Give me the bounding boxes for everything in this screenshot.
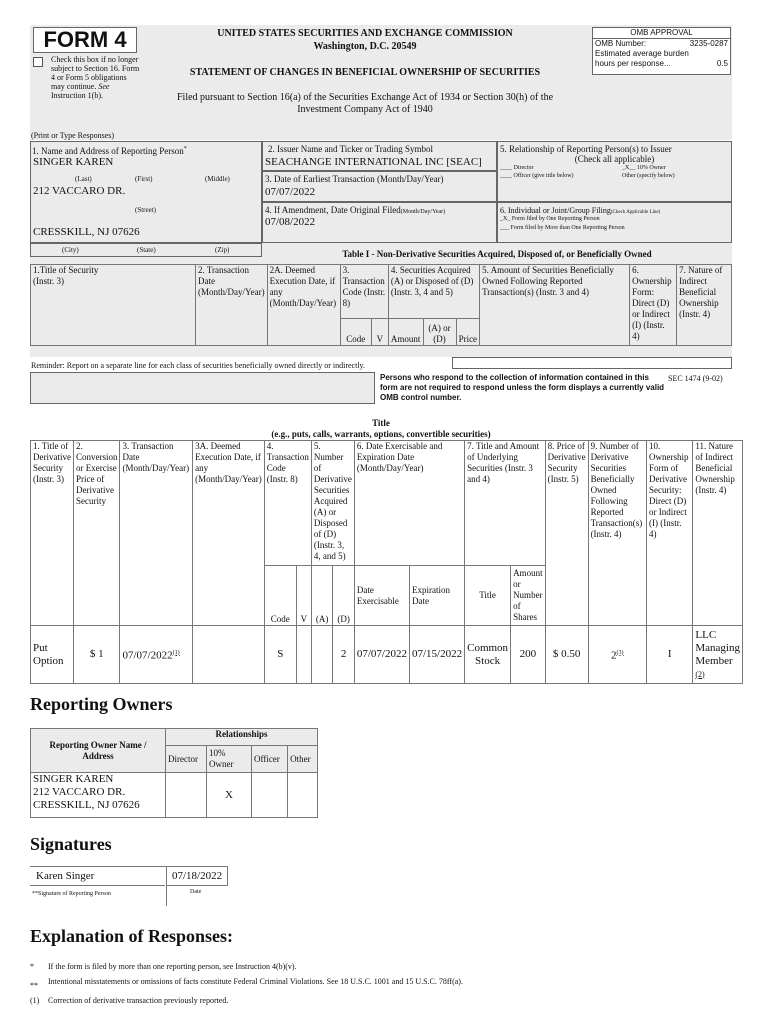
ro-other-cell	[288, 773, 318, 818]
row-owned	[588, 626, 646, 684]
row-underlying: Common Stock	[465, 626, 511, 684]
table1-header-row	[31, 265, 732, 319]
city-value: CRESSKILL, NJ 07626	[33, 226, 140, 238]
signature-date: 07/18/2022	[172, 870, 223, 882]
filing-more: ___ Form filed by More than One Reporting Person	[500, 225, 625, 231]
explanation-text: Intentional misstatements or omissions of facts constitute Federal Criminal Violations. See 18 U.S.C. 1001 and 15 U.S.C. 78ff(a).	[48, 977, 463, 986]
filed-pursuant-line1: Filed pursuant to Section 16(a) of the Securities Exchange Act of 1934 or Section 30(h) of the	[176, 92, 554, 103]
persons-notice: Persons who respond to the collection of information contained in this form are not required to respond unless the form displays a currently valid OMB control number.	[380, 373, 665, 402]
row-nature-value: LLC Managing Member	[695, 628, 740, 667]
signature-person-label: **Signature of Reporting Person	[32, 891, 111, 897]
table2-date-ex: Date Exercisable	[354, 566, 409, 626]
row-v	[296, 626, 311, 684]
box1-label-star: *	[183, 146, 187, 152]
explanation-list	[30, 962, 530, 1005]
row-price: $ 1	[73, 626, 120, 684]
table1	[30, 264, 732, 346]
signatures-heading: Signatures	[30, 834, 112, 854]
row-a	[311, 626, 332, 684]
checkbox-text: Check this box if no longer subject to Section 16. Form 4 or Form 5 obligations may continue.	[51, 55, 140, 91]
filed-pursuant-line2: Investment Company Act of 1940	[297, 104, 433, 115]
form-title: FORM 4	[33, 27, 137, 53]
row-nature-footnote[interactable]: (2)	[695, 669, 705, 679]
table1-aord: (A) or (D)	[423, 318, 456, 345]
ro-name: SINGER KAREN	[33, 773, 114, 785]
amendment-label-small: (Month/Day/Year)	[400, 209, 446, 215]
table2-v: V	[296, 566, 311, 626]
explanation-item	[30, 962, 530, 971]
explanation-heading: Explanation of Responses:	[30, 926, 234, 946]
checkbox-label	[51, 55, 141, 100]
agency-line2: Washington, D.C. 20549	[313, 41, 417, 52]
print-type: (Print or Type Responses)	[31, 131, 115, 140]
table1-c1: 1.Title of Security	[33, 265, 99, 275]
row-deriv-price: $ 0.50	[545, 626, 588, 684]
ro-director-cell	[166, 773, 207, 818]
table1-col-date: 2. Transaction Date (Month/Day/Year)	[196, 265, 268, 346]
street-label: (Street)	[135, 206, 156, 214]
omb-number-label: OMB Number:	[595, 39, 647, 48]
issuer-value: SEACHANGE INTERNATIONAL INC [SEAC]	[265, 156, 482, 168]
row-date	[120, 626, 193, 684]
earliest-transaction-label: 3. Date of Earliest Transaction (Month/Day/Year)	[265, 174, 444, 184]
first-label: (First)	[135, 175, 153, 183]
table2-col1: 1. Title of Derivative Security (Instr. 3)	[31, 441, 74, 626]
checkbox[interactable]	[33, 57, 43, 67]
relationship-other: Other (specify below)	[622, 173, 675, 179]
row-owned-footnote[interactable]: (3)	[616, 649, 624, 656]
table2-col3: 3. Transaction Date (Month/Day/Year)	[120, 441, 193, 626]
reminder-box-left	[30, 372, 375, 404]
reminder-text: Reminder: Report on a separate line for each class of securities beneficially owned directly or indirectly.	[31, 361, 366, 370]
table1-col-code: 3. Transaction Code (Instr. 8)	[340, 265, 388, 319]
city-label: (City)	[62, 246, 79, 254]
signature-date-line	[166, 885, 228, 886]
table1-v: V	[371, 318, 388, 345]
table2-header-row	[31, 441, 743, 566]
agency-line1: UNITED STATES SECURITIES AND EXCHANGE COMMISSION	[217, 28, 513, 39]
ro-name-address	[31, 773, 166, 818]
ro-relationships: Relationships	[166, 729, 318, 746]
ro-owner10: 10% Owner	[206, 746, 251, 773]
ro-officer-cell	[251, 773, 287, 818]
table1-col-amount: 5. Amount of Securities Beneficially Owned Following Reported Transaction(s) (Instr. 3 and 4)	[480, 265, 630, 346]
explanation-item	[30, 977, 530, 990]
state-label: (State)	[137, 246, 156, 254]
table2-row	[31, 626, 743, 684]
relationship-sub: (Check all applicable)	[574, 154, 655, 164]
explanation-item	[30, 996, 530, 1005]
omb-title: OMB APPROVAL	[593, 28, 730, 39]
reporting-owners-heading: Reporting Owners	[30, 694, 173, 714]
table2-col6: 6. Date Exercisable and Expiration Date (Month/Day/Year)	[354, 441, 464, 566]
explanation-mark: (1)	[30, 996, 40, 1005]
row-d: 2	[333, 626, 355, 684]
signature-box-right	[227, 866, 228, 886]
last-label: (Last)	[75, 175, 92, 183]
table1-price: Price	[456, 318, 480, 345]
table1-amount: Amount	[388, 318, 423, 345]
filing-label-text: 6. Individual or Joint/Group Filing	[500, 206, 611, 215]
signature-divider	[166, 866, 167, 906]
ro-header-row	[31, 729, 318, 746]
omb-hours-label: hours per response...	[595, 59, 671, 68]
table1-col-securities: 4. Securities Acquired (A) or Disposed of (D) (Instr. 3, 4 and 5)	[388, 265, 479, 319]
row-date-value: 07/07/2022	[122, 649, 173, 662]
table2-a: (A)	[311, 566, 332, 626]
sec-number: SEC 1474 (9-02)	[668, 374, 723, 383]
table2-col10: 10. Ownership Form of Derivative Security: Direct (D) or Indirect (I) (Instr. 4)	[646, 441, 692, 626]
ro-officer: Officer	[251, 746, 287, 773]
table2-subtitle: (e.g., puts, calls, warrants, options, convertible securities)	[271, 429, 491, 439]
table2-amount-shares: Amount or Number of Shares	[511, 566, 546, 626]
table2-code: Code	[264, 566, 296, 626]
table2-col2: 2. Conversion or Exercise Price of Derivative Security	[73, 441, 120, 626]
ro-addr1: 212 VACCARO DR.	[33, 786, 126, 798]
signature-name-line	[30, 885, 165, 886]
amendment-label-text: 4. If Amendment, Date Original Filed	[265, 205, 401, 215]
row-expiration: 07/15/2022	[409, 626, 464, 684]
row-code: S	[264, 626, 296, 684]
ro-addr2: CRESSKILL, NJ 07626	[33, 799, 140, 811]
explanation-mark: **	[30, 981, 38, 990]
ro-col-name: Reporting Owner Name / Address	[31, 729, 166, 773]
table2-col8: 8. Price of Derivative Security (Instr. 5)	[545, 441, 588, 626]
amendment-value: 07/08/2022	[265, 216, 316, 228]
table2-col7: 7. Title and Amount of Underlying Securities (Instr. 3 and 4)	[465, 441, 545, 566]
ro-director: Director	[166, 746, 207, 773]
table2-col9: 9. Number of Derivative Securities Beneficially Owned Following Reported Transaction(s) (Instr. 4)	[588, 441, 646, 626]
table1-title: Table I - Non-Derivative Securities Acquired, Disposed of, or Beneficially Owned	[342, 249, 652, 259]
row-form: I	[646, 626, 692, 684]
zip-label: (Zip)	[215, 246, 230, 254]
relationship-officer: ____ Officer (give title below)	[500, 173, 574, 179]
box1-label-text: 1. Name and Address of Reporting Person	[32, 146, 184, 156]
checkbox-see: See	[98, 82, 110, 91]
omb-burden: Estimated average burden	[595, 49, 689, 58]
table1-col-nature: 7. Nature of Indirect Beneficial Ownership (Instr. 4)	[677, 265, 732, 346]
row-owned-value: 2	[611, 649, 617, 662]
omb-number-row	[593, 39, 730, 49]
explanation-mark: *	[30, 962, 34, 971]
signature-name: Karen Singer	[36, 870, 95, 882]
table2	[30, 440, 743, 684]
signature-date-label: Date	[190, 889, 202, 895]
omb-hours: 0.5	[716, 59, 728, 68]
omb-hours-row	[593, 59, 730, 69]
table2-d: (D)	[333, 566, 355, 626]
table2-col4: 4. Transaction Code (Instr. 8)	[264, 441, 311, 566]
reporting-person-name: SINGER KAREN	[33, 156, 114, 168]
checkbox-instr: Instruction 1(b).	[51, 91, 103, 100]
relationship-owner10: _X__ 10% Owner	[622, 165, 666, 171]
row-exercisable: 07/07/2022	[354, 626, 409, 684]
row-shares: 200	[511, 626, 546, 684]
filing-label-small: (Check Applicable Line)	[610, 210, 661, 215]
signature-box-top	[30, 866, 228, 867]
omb-approval-box	[592, 27, 731, 75]
explanation-text: If the form is filed by more than one reporting person, see Instruction 4(b)(v).	[48, 962, 297, 971]
table2-col11: 11. Nature of Indirect Beneficial Ownership (Instr. 4)	[693, 441, 743, 626]
row-deemed	[193, 626, 265, 684]
earliest-transaction-value: 07/07/2022	[265, 186, 316, 198]
table1-code: Code	[340, 318, 371, 345]
street-value: 212 VACCARO DR.	[33, 185, 126, 197]
middle-label: (Middle)	[205, 175, 230, 183]
ro-row	[31, 773, 318, 818]
table2-exp: Expiration Date	[409, 566, 464, 626]
table1-col-deemed: 2A. Deemed Execution Date, if any (Month/Day/Year)	[267, 265, 340, 346]
row-security: Put Option	[31, 626, 74, 684]
table2-col5: 5. Number of Derivative Securities Acquired (A) or Disposed of (D) (Instr. 3, 4, and 5)	[311, 441, 354, 566]
issuer-label: 2. Issuer Name and Ticker or Trading Symbol	[268, 144, 433, 154]
statement-title: STATEMENT OF CHANGES IN BENEFICIAL OWNERSHIP OF SECURITIES	[189, 67, 541, 78]
table1-col-title	[31, 265, 196, 346]
table1-c1b: (Instr. 3)	[33, 276, 64, 286]
ro-other: Other	[288, 746, 318, 773]
ro-owner10-mark: X	[206, 773, 251, 818]
reminder-box-right	[452, 357, 732, 369]
omb-number: 3235-0287	[689, 39, 728, 48]
row-nature	[693, 626, 743, 684]
relationship-director: ____ Director	[500, 165, 534, 171]
table2-col3a: 3A. Deemed Execution Date, if any (Month/Day/Year)	[193, 441, 265, 626]
reporting-owners-table	[30, 728, 318, 818]
filing-one: _X_ Form filed by One Reporting Person	[500, 216, 600, 222]
table2-title-col: Title	[465, 566, 511, 626]
table1-col-form: 6. Ownership Form: Direct (D) or Indirect (I) (Instr. 4)	[630, 265, 677, 346]
explanation-text: Correction of derivative transaction previously reported.	[48, 996, 229, 1005]
row-date-footnote[interactable]: (1)	[172, 649, 180, 656]
table2-title: Title	[372, 418, 390, 428]
relationship-label: 5. Relationship of Reporting Person(s) to Issuer	[500, 144, 672, 154]
